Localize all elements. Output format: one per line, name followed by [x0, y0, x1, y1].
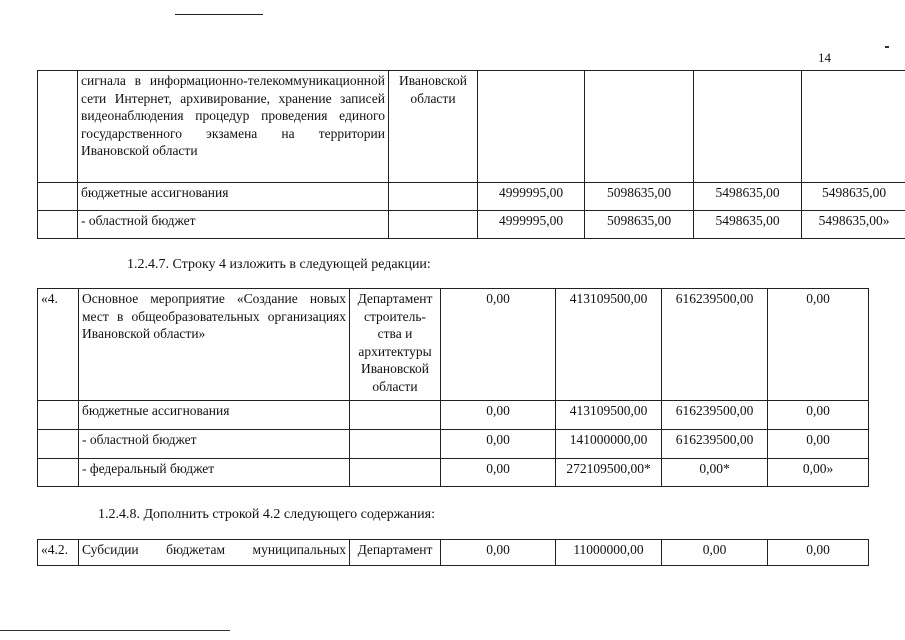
- measure-name-cell: бюджетные ассигнования: [78, 183, 389, 211]
- row-number-cell: «4.: [38, 289, 79, 401]
- value-cell: 4999995,00: [478, 211, 585, 239]
- table-row: [38, 71, 905, 183]
- table-row-4-2: [37, 539, 869, 566]
- value-cell: 5498635,00: [694, 183, 802, 211]
- value-cell: 0,00: [441, 459, 556, 487]
- table-row: [38, 430, 869, 459]
- value-cell: [694, 71, 802, 183]
- row-number-cell: [38, 211, 78, 239]
- table-row: [38, 183, 905, 211]
- value-cell: 0,00: [441, 401, 556, 430]
- executor-cell: [389, 211, 478, 239]
- value-cell: 0,00: [441, 289, 556, 401]
- value-cell: 616239500,00: [662, 289, 768, 401]
- value-cell: 272109500,00*: [556, 459, 662, 487]
- paragraph-1-2-4-7: 1.2.4.7. Строку 4 изложить в следующей редакции:: [127, 257, 431, 272]
- value-cell: 413109500,00: [556, 289, 662, 401]
- value-cell: 141000000,00: [556, 430, 662, 459]
- value-cell: 5098635,00: [585, 211, 694, 239]
- value-cell: 413109500,00: [556, 401, 662, 430]
- table-row-4: [37, 288, 869, 487]
- executor-cell: Ивановской области: [389, 71, 478, 183]
- value-cell: [478, 71, 585, 183]
- executor-cell: Департамент: [350, 540, 441, 566]
- measure-name-cell: Основное мероприятие «Создание новых мест в общеобразовательных организациях Ивановской области»: [79, 289, 350, 401]
- measure-name-cell: - областной бюджет: [79, 430, 350, 459]
- measure-name-cell: бюджетные ассигнования: [79, 401, 350, 430]
- executor-cell: [350, 401, 441, 430]
- footer-rule: [0, 630, 230, 631]
- value-cell: 0,00: [441, 430, 556, 459]
- measure-name-cell: - областной бюджет: [78, 211, 389, 239]
- table-continuation: [37, 70, 905, 239]
- value-cell: 11000000,00: [556, 540, 662, 566]
- row-number-cell: [38, 401, 79, 430]
- value-cell: 0,00: [768, 289, 869, 401]
- measure-name-cell: Субсидии бюджетам муниципальных: [79, 540, 350, 566]
- value-cell: 5498635,00: [694, 211, 802, 239]
- value-cell: 0,00*: [662, 459, 768, 487]
- value-cell: [802, 71, 905, 183]
- table-row: [38, 289, 869, 401]
- executor-cell: [350, 459, 441, 487]
- header-rule: [175, 14, 263, 15]
- measure-name-cell: - федеральный бюджет: [79, 459, 350, 487]
- table-row: [38, 540, 869, 566]
- value-cell: 616239500,00: [662, 430, 768, 459]
- page-number: 14: [818, 50, 831, 65]
- row-number-cell: [38, 183, 78, 211]
- row-number-cell: [38, 459, 79, 487]
- row-number-cell: [38, 71, 78, 183]
- executor-cell: [389, 183, 478, 211]
- value-cell: 5498635,00: [802, 183, 905, 211]
- row-number-cell: [38, 430, 79, 459]
- value-cell: 4999995,00: [478, 183, 585, 211]
- table-row: [38, 211, 905, 239]
- scan-mark: [885, 46, 889, 48]
- table-row: [38, 459, 869, 487]
- executor-cell: [350, 430, 441, 459]
- value-cell: 0,00: [441, 540, 556, 566]
- value-cell: 0,00: [662, 540, 768, 566]
- value-cell: 0,00»: [768, 459, 869, 487]
- row-number-cell: «4.2.: [38, 540, 79, 566]
- table-row: [38, 401, 869, 430]
- value-cell: 0,00: [768, 401, 869, 430]
- paragraph-1-2-4-8: 1.2.4.8. Дополнить строкой 4.2 следующего содержания:: [98, 507, 435, 522]
- value-cell: [585, 71, 694, 183]
- value-cell: 0,00: [768, 430, 869, 459]
- value-cell: 5498635,00»: [802, 211, 905, 239]
- value-cell: 5098635,00: [585, 183, 694, 211]
- value-cell: 0,00: [768, 540, 869, 566]
- executor-cell: Департамент строитель-ства и архитектуры Ивановской области: [350, 289, 441, 401]
- value-cell: 616239500,00: [662, 401, 768, 430]
- measure-name-cell: сигнала в информационно-телекоммуникационной сети Интернет, архивирование, хранение записей видеонаблюдения процедур проведения единого государственного экзамена на территории Ивановской области: [78, 71, 389, 183]
